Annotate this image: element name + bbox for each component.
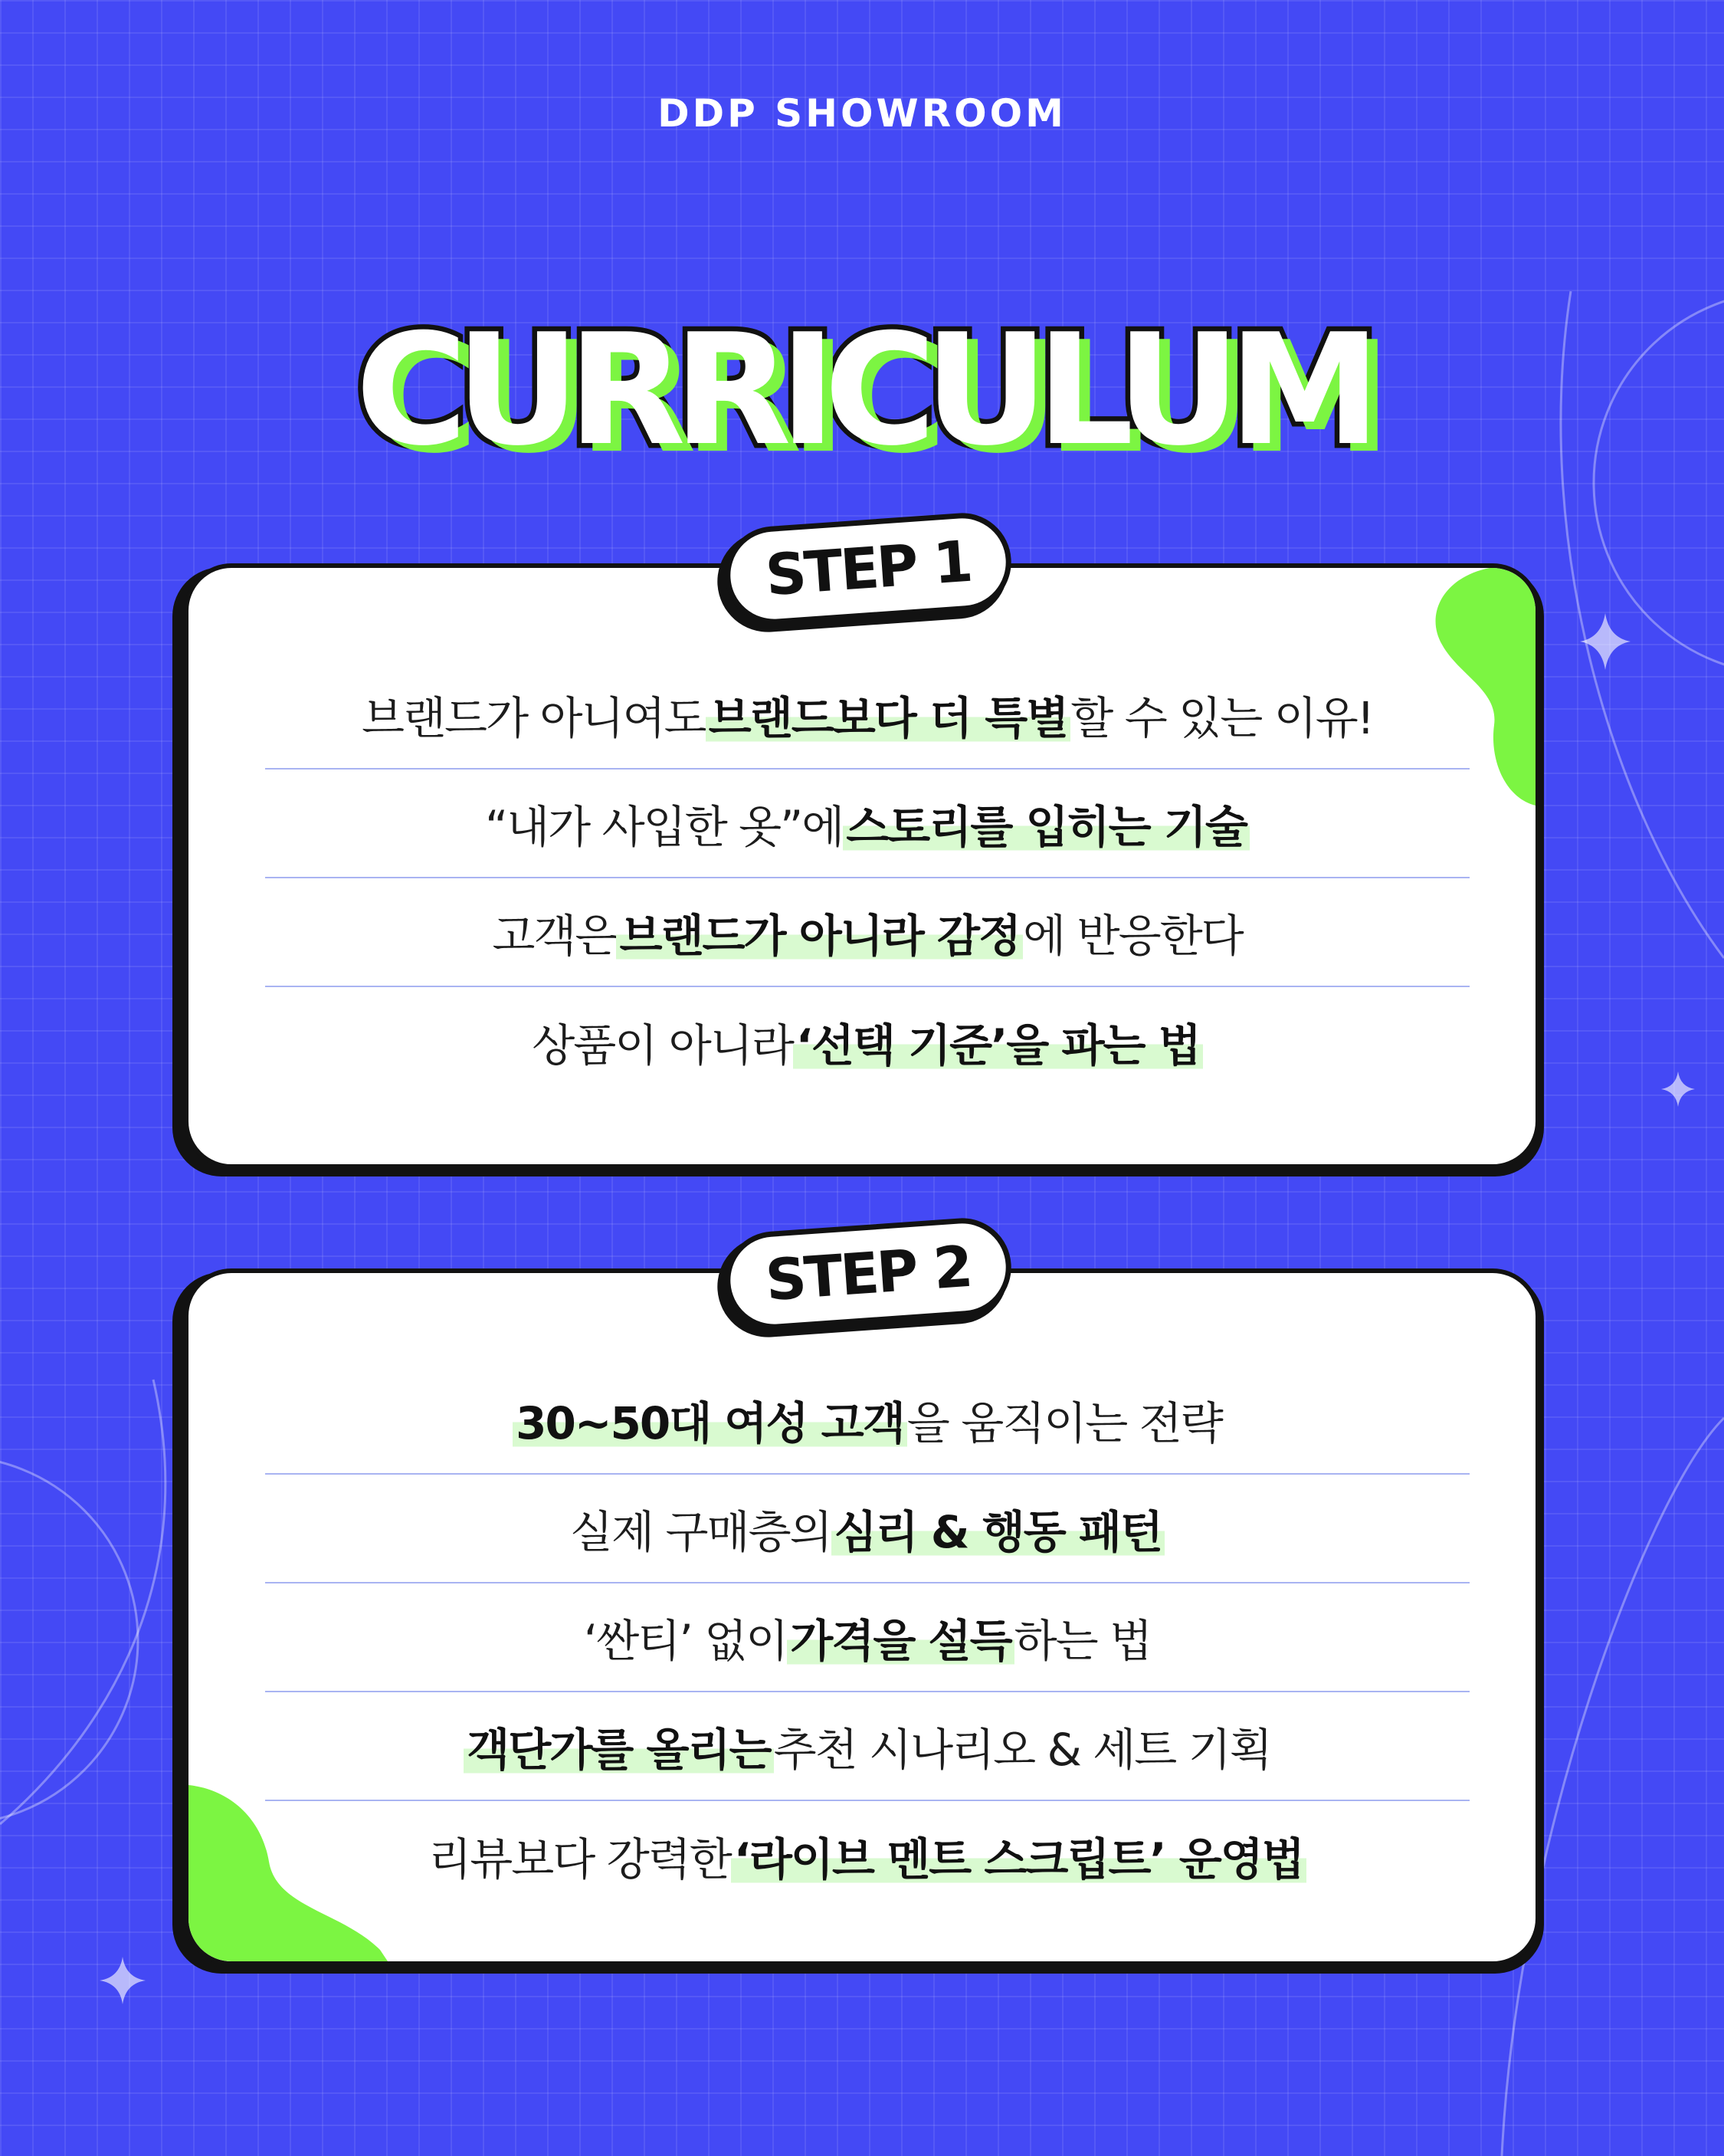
list-item	[265, 987, 1470, 1096]
item-highlight: ‘라이브 멘트 스크립트’ 운영법	[731, 1823, 1306, 1888]
item-text: ‘싼티’ 없이	[583, 1615, 788, 1667]
item-highlight: 가격을 설득	[787, 1605, 1014, 1669]
step2-list	[265, 1366, 1470, 1910]
item-text: 고객은	[492, 910, 617, 962]
list-item	[265, 1801, 1470, 1910]
item-text: 실제 구매층의	[570, 1506, 831, 1558]
item-highlight: 브랜드보다 더 특별	[706, 682, 1071, 747]
list-item	[265, 1692, 1470, 1801]
item-text: 상품이 아니라	[532, 1019, 793, 1071]
item-highlight: 브랜드가 아니라 감정	[616, 900, 1023, 964]
list-item	[265, 770, 1470, 878]
list-item	[265, 1475, 1470, 1583]
brand-name: DDP SHOWROOM	[657, 91, 1067, 136]
item-text: 브랜드가 아니여도	[361, 692, 706, 744]
sparkle-icon	[1661, 1071, 1695, 1107]
item-highlight: 심리 & 행동 패턴	[831, 1496, 1165, 1560]
item-highlight: 객단가를 올리는	[464, 1714, 773, 1778]
list-item	[265, 878, 1470, 987]
item-highlight: ‘선택 기준’을 파는 법	[793, 1009, 1203, 1074]
item-text: 을 움직이는 전략	[906, 1397, 1222, 1449]
step2-label: STEP 2	[722, 1215, 1014, 1333]
item-text: 하는 법	[1014, 1615, 1152, 1667]
item-highlight: 스토리를 입히는 기술	[843, 791, 1250, 855]
sparkle-icon	[100, 1957, 146, 2004]
step1-label: STEP 1	[722, 510, 1014, 628]
sparkle-icon	[1580, 613, 1631, 670]
step1-list	[265, 661, 1470, 1096]
item-text: 할 수 있는 이유!	[1070, 692, 1374, 744]
item-highlight: 30~50대 여성 고객	[513, 1387, 907, 1452]
item-text: 에 반응한다	[1023, 910, 1243, 962]
item-text: 리뷰보다 강력한	[428, 1833, 731, 1885]
list-item	[265, 1583, 1470, 1692]
list-item	[265, 1366, 1470, 1475]
item-text: “내가 사입한 옷”에	[485, 801, 844, 853]
list-item	[265, 661, 1470, 770]
item-text: 추천 시나리오 & 세트 기획	[773, 1724, 1271, 1776]
page-title: CURRICULUM	[355, 301, 1369, 480]
